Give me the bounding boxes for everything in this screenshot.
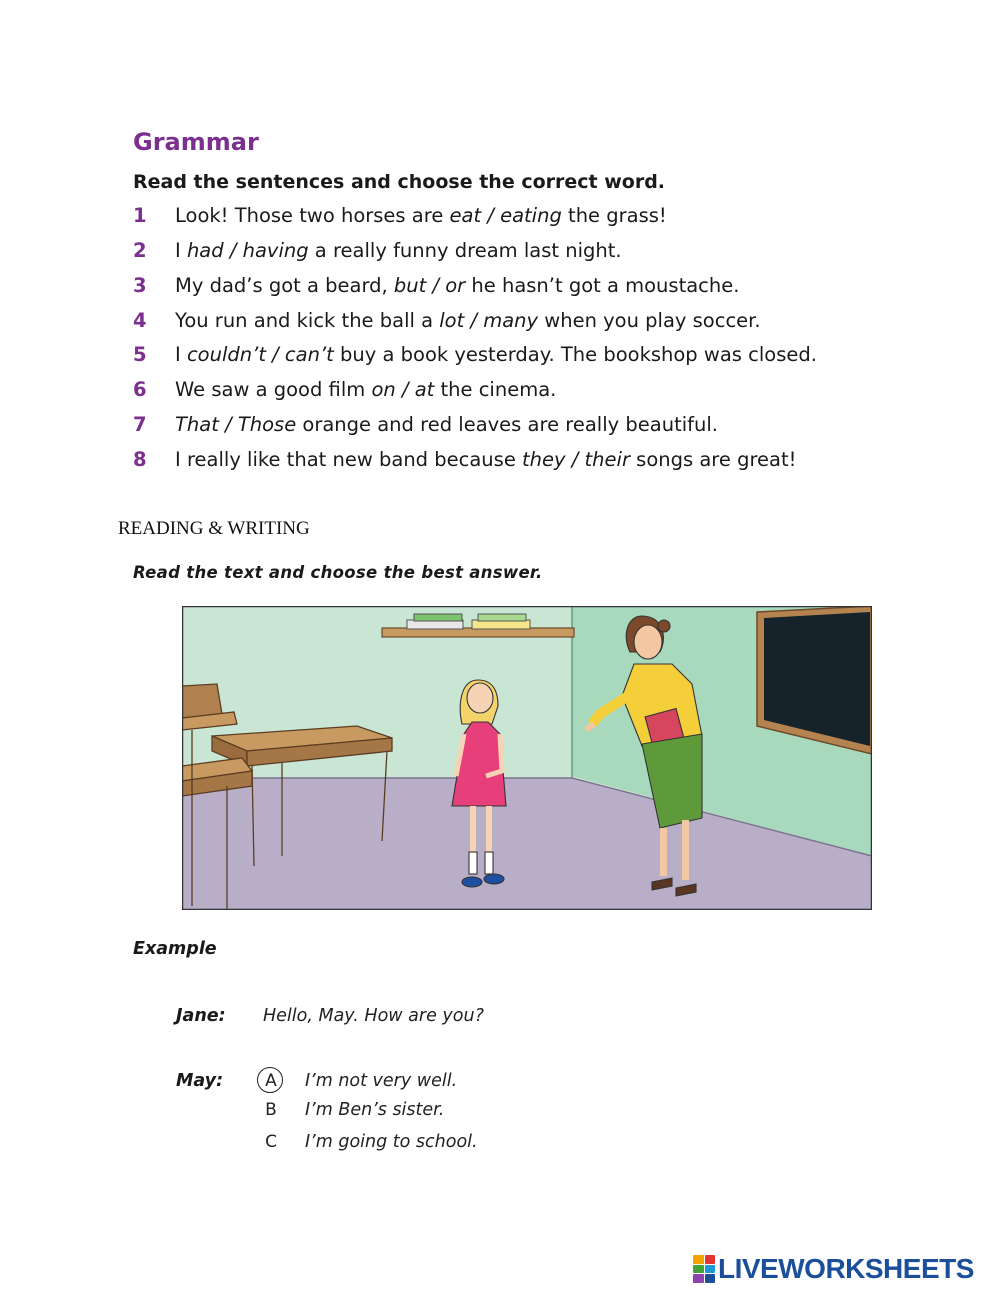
sentence-text: buy a book yesterday. The bookshop was closed. xyxy=(333,343,817,366)
sentence-number: 3 xyxy=(133,274,147,297)
sentence-text: orange and red leaves are really beautiful. xyxy=(296,413,718,436)
sentence-number: 1 xyxy=(133,204,147,227)
choice-option[interactable]: eat / eating xyxy=(449,204,562,227)
option-letter-c[interactable]: C xyxy=(265,1132,277,1152)
choice-option[interactable]: they / their xyxy=(522,448,630,471)
speaker-may: May: xyxy=(176,1071,224,1091)
section-label: READING & WRITING xyxy=(118,518,310,539)
speaker-jane: Jane: xyxy=(176,1006,226,1026)
reading-instruction: Read the text and choose the best answer. xyxy=(133,563,543,582)
sentence-4 xyxy=(133,309,761,332)
choice-option[interactable]: couldn’t / can’t xyxy=(186,343,334,366)
logo-mark-icon xyxy=(693,1255,715,1283)
option-text-a[interactable]: I’m not very well. xyxy=(305,1071,458,1091)
sentence-text: the cinema. xyxy=(434,378,557,401)
grammar-title: Grammar xyxy=(133,128,259,156)
dialogue-line: Hello, May. How are you? xyxy=(263,1006,484,1026)
choice-option[interactable]: That / Those xyxy=(175,413,297,436)
logo-tile xyxy=(705,1274,716,1283)
sentence-1 xyxy=(133,204,667,227)
sentence-text: I really like that new band because xyxy=(175,448,523,471)
sentence-text: You run and kick the ball a xyxy=(175,309,440,332)
sentence-text: Look! Those two horses are xyxy=(175,204,450,227)
logo-tile xyxy=(705,1255,716,1264)
sentence-number: 8 xyxy=(133,448,147,471)
option-text-c[interactable]: I’m going to school. xyxy=(305,1132,478,1152)
sentence-number: 4 xyxy=(133,309,147,332)
sentence-6 xyxy=(133,378,556,401)
sentence-5 xyxy=(133,343,817,366)
option-letter-a[interactable]: A xyxy=(265,1071,277,1091)
sentence-number: 5 xyxy=(133,343,147,366)
logo-tile xyxy=(693,1274,704,1283)
sentence-text: We saw a good film xyxy=(175,378,372,401)
sentence-7 xyxy=(133,413,718,436)
sentence-text: a really funny dream last night. xyxy=(308,239,622,262)
example-label: Example xyxy=(133,939,217,959)
grammar-instruction: Read the sentences and choose the correct word. xyxy=(133,171,666,193)
sentence-text: when you play soccer. xyxy=(538,309,761,332)
sentence-text: the grass! xyxy=(561,204,667,227)
sentence-3 xyxy=(133,274,739,297)
sentence-text: he hasn’t got a moustache. xyxy=(465,274,740,297)
option-text-b[interactable]: I’m Ben’s sister. xyxy=(305,1100,445,1120)
choice-option[interactable]: on / at xyxy=(371,378,435,401)
logo-text: LIVEWORKSHEETS xyxy=(718,1253,974,1284)
sentence-text: I xyxy=(175,239,187,262)
sentence-number: 2 xyxy=(133,239,147,262)
choice-option[interactable]: had / having xyxy=(186,239,309,262)
sentence-number: 6 xyxy=(133,378,147,401)
logo-tile xyxy=(705,1265,716,1274)
classroom-illustration xyxy=(182,606,872,910)
sentence-2 xyxy=(133,239,622,262)
choice-option[interactable]: but / or xyxy=(393,274,466,297)
sentence-number: 7 xyxy=(133,413,147,436)
choice-option[interactable]: lot / many xyxy=(439,309,539,332)
sentence-text: My dad’s got a beard, xyxy=(175,274,394,297)
sentence-text: I xyxy=(175,343,187,366)
sentence-8 xyxy=(133,448,796,471)
logo-tile xyxy=(693,1265,704,1274)
liveworksheets-logo xyxy=(693,1252,974,1286)
option-letter-b[interactable]: B xyxy=(265,1100,277,1120)
sentence-text: songs are great! xyxy=(629,448,797,471)
logo-tile xyxy=(693,1255,704,1264)
